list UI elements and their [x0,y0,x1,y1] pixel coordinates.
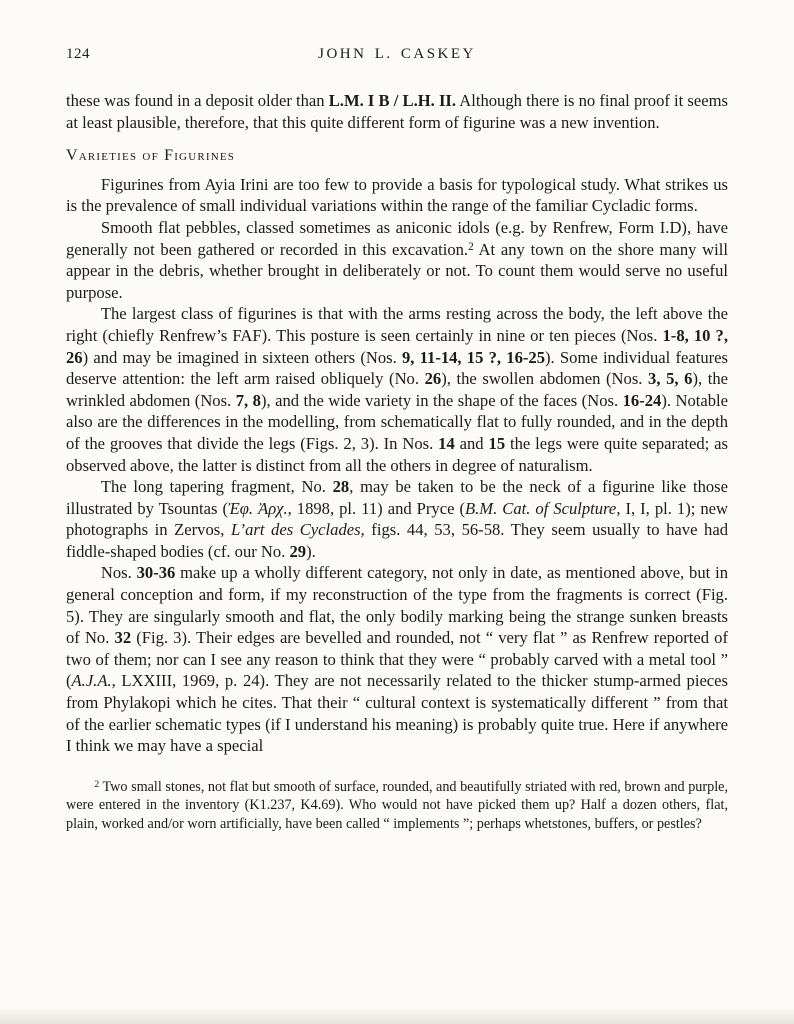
section-heading: Varieties of Figurines [66,147,236,165]
running-head: JOHN L. CASKEY [318,46,476,62]
page-header [66,46,728,66]
paragraph-figurines-overview: Figurines from Ayia Irini are too few to provide a basis for typological study. What strikes us is the prevalence of small individual variations within the range of the familiar Cycladic forms. [66,174,728,216]
paragraph-different-category: Nos. 30-36 make up a wholly different category, not only in date, as mentioned above, but in general conception and form, if my reconstruction of the type from the fragments is correct (Fig. 5). They are singularly smooth and flat, the only bodily marking being the strange sunken breasts of No. 32 (Fig. 3). Their edges are bevelled and rounded, not “ very flat ” as Renfrew reported of two of them; nor can I see any reason to think that they were “ probably carved with a metal tool ” (A.J.A., LXXIII, 1969, p. 24). They are not necessarily related to the thicker stump-armed pieces from Phylakopi which he cites. That their “ cultural context is systematically different ” from that of the earlier schematic types (if I understand his meaning) is probably quite true. Here if anywhere I think we may have a special [66,563,728,756]
scan-edge-shadow [0,1006,794,1024]
page-number: 124 [66,46,90,62]
paragraph-pebbles: Smooth flat pebbles, classed sometimes as aniconic idols (e.g. by Renfrew, Form I.D), have generally not been gathered or recorded in this excavation.$^2$ At any town on the shore many will appear in the debris, whether brought in deliberately or not. To count them would serve no useful purpose. [66,217,728,302]
paragraph-largest-class: The largest class of figurines is that with the arms resting across the body, the left above the right (chiefly Renfrew’s FAF). This posture is seen certainly in nine or ten pieces (Nos. 1-8, 10 ?, 26) and may be imagined in sixteen others (Nos. 9, 11-14, 15 ?, 16-25). Some individual features deserve attention: the left arm raised obliquely (No. 26), the swollen abdomen (Nos. 3, 5, 6), the wrinkled abdomen (Nos. 7, 8), and the wide variety in the shape of the faces (Nos. 16-24). Notable also are the differences in the modelling, from schematically flat to fully rounded, and in the depth of the grooves that divide the legs (Figs. 2, 3). In Nos. 14 and 15 the legs were quite separated; as observed above, the latter is distinct from all the others in degree of naturalism. [66,304,729,475]
article-body [66,90,728,757]
footnote: $^2$ Two small stones, not flat but smooth of surface, rounded, and beautifully striated with red, brown and purple, were entered in the inventory (K1.237, K4.69). Who would not have picked them up? Half a dozen others, flat, plain, worked and/or worn artificially, have been called “ implements ”; perhaps whetstones, buffers, or pestles? [66,778,728,832]
paragraph-continuation: these was found in a deposit older than L.M. I B / L.H. II. Although there is no final proof it seems at least plausible, therefore, that this quite different form of figurine was a new invention. [66,91,728,132]
paragraph-tapering-fragment: The long tapering fragment, No. 28, may be taken to be the neck of a figurine like those illustrated by Tsountas (Ἐφ. Ἀρχ., 1898, pl. 11) and Pryce (B.M. Cat. of Sculpture, I, I, pl. 1); new photographs in Zervos, L’art des Cyclades, figs. 44, 53, 56-58. They seem usually to have had fiddle-shaped bodies (cf. our No. 29). [66,477,728,561]
